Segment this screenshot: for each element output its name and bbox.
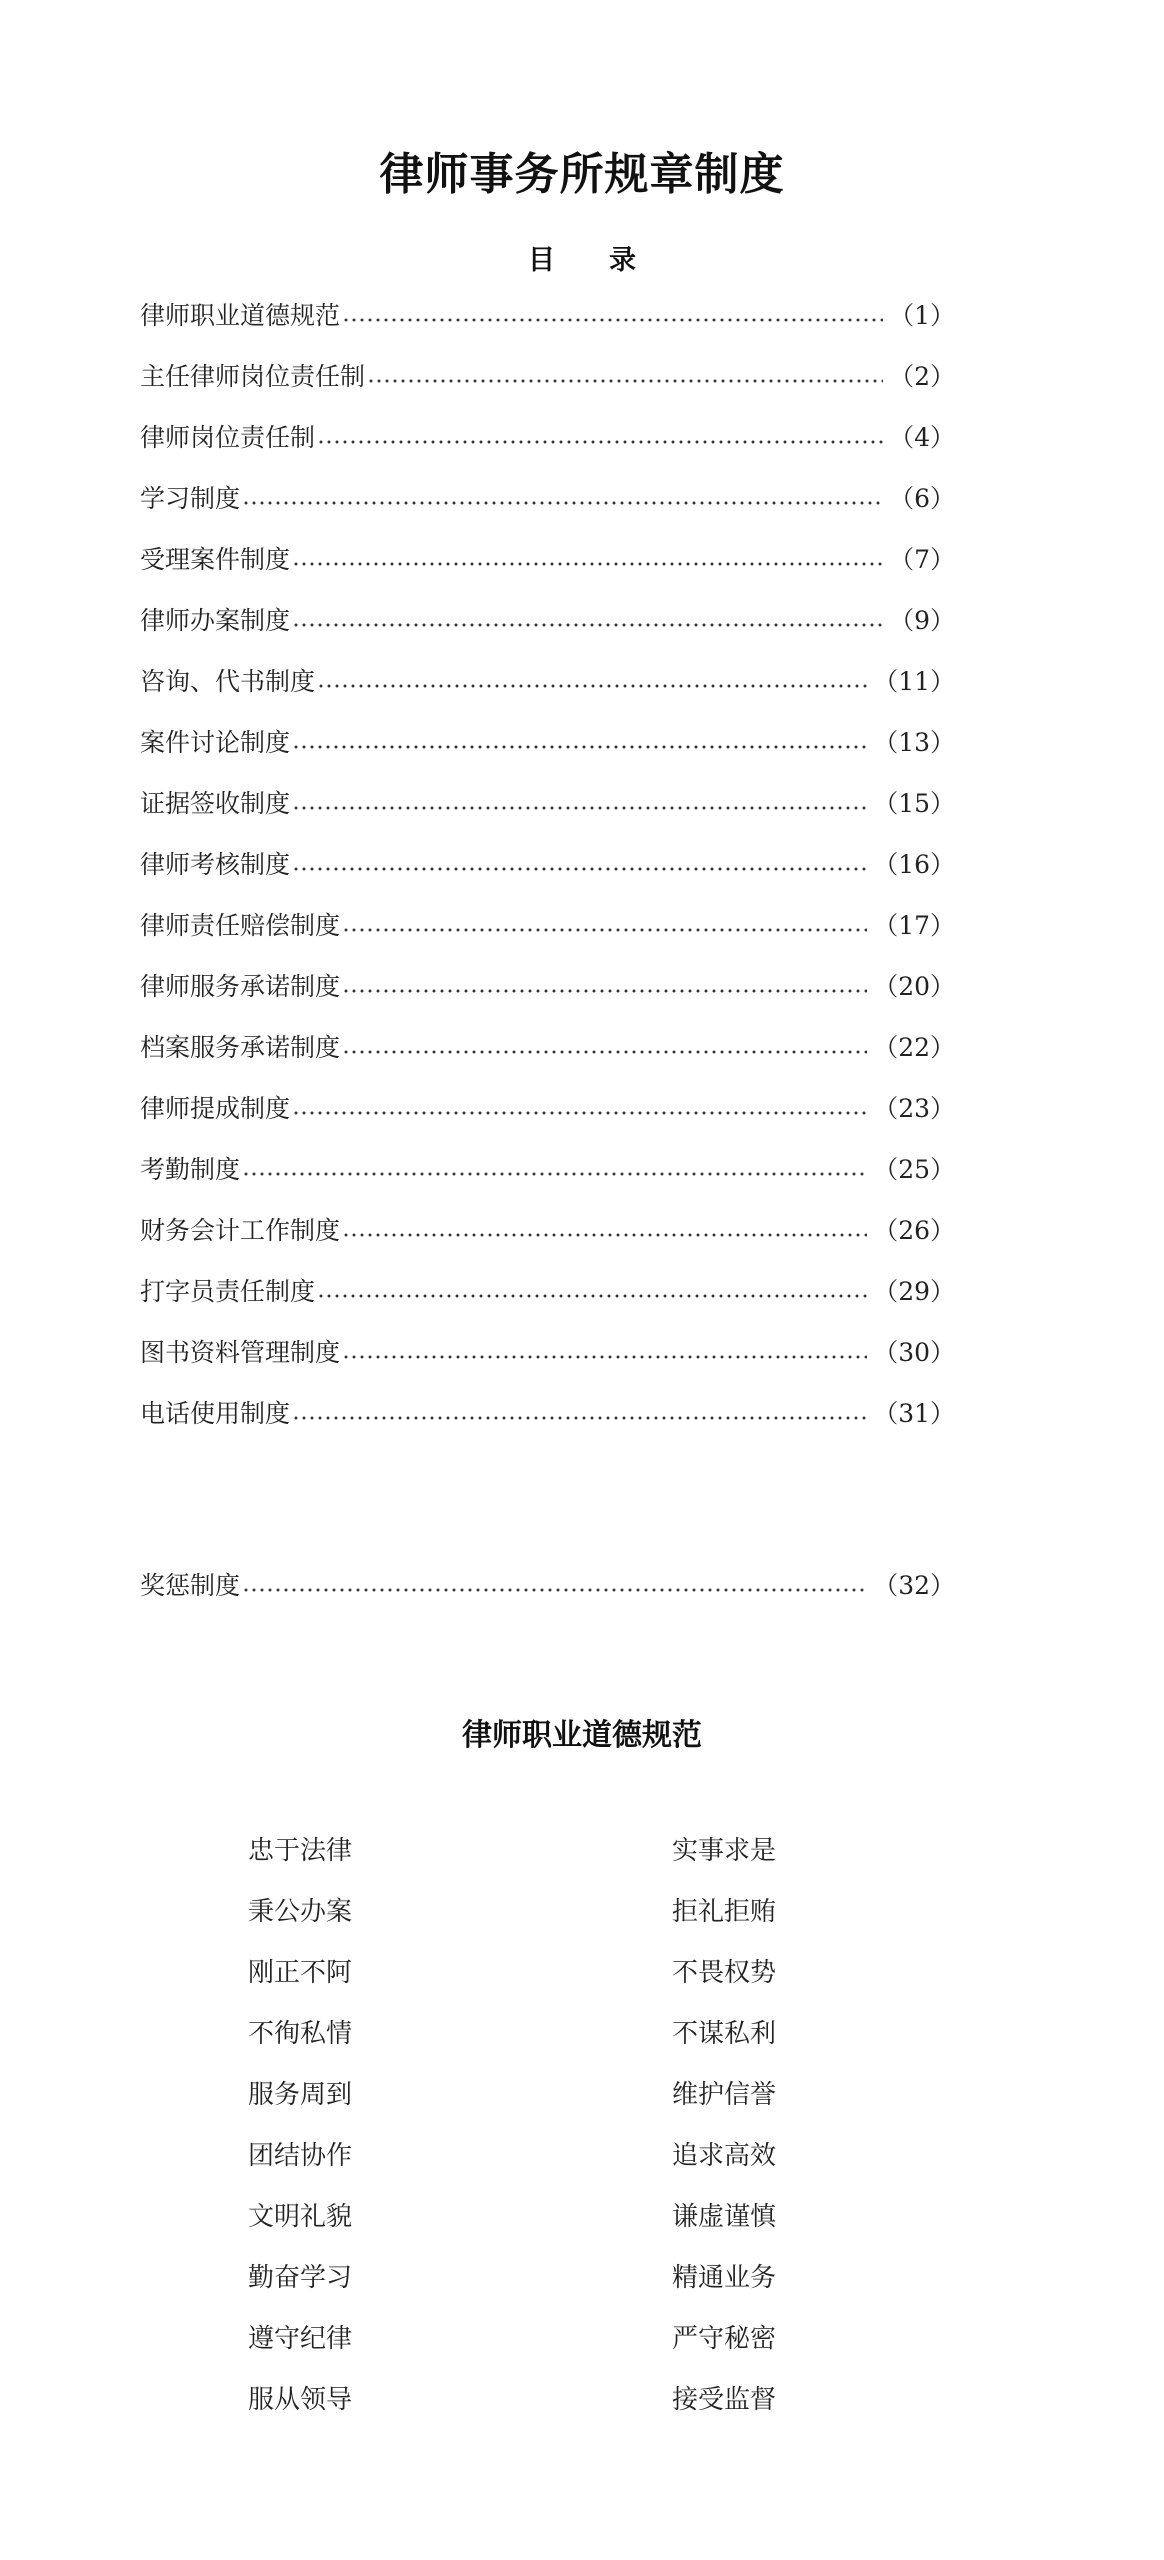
- toc-entry-page: （11）: [873, 667, 955, 696]
- toc-leader-dots: [342, 989, 867, 993]
- ethics-item-left: 文明礼貌: [248, 2202, 353, 2232]
- toc-entry[interactable]: [140, 1272, 955, 1312]
- toc-entry-page: （2）: [889, 362, 955, 391]
- ethics-row: [0, 1831, 1164, 1871]
- ethics-item-right: 维护信誉: [672, 2080, 777, 2110]
- toc-entry[interactable]: [140, 540, 955, 580]
- toc-entry-page: （13）: [873, 728, 955, 757]
- toc-leader-dots: [292, 806, 867, 810]
- ethics-row: [0, 2014, 1164, 2054]
- toc-entry-label: 证据签收制度: [140, 789, 291, 818]
- ethics-row: [0, 1892, 1164, 1932]
- toc-entry-page: （23）: [873, 1094, 955, 1123]
- toc-entry-page: （17）: [873, 911, 955, 940]
- toc-entry-label: 律师考核制度: [140, 850, 291, 879]
- toc-entry-label: 学习制度: [140, 484, 241, 513]
- toc-leader-dots: [342, 928, 867, 932]
- toc-entry-page: （26）: [873, 1216, 955, 1245]
- toc-leader-dots: [292, 1416, 867, 1420]
- ethics-item-left: 服务周到: [248, 2080, 353, 2110]
- toc-heading: 目录: [528, 245, 690, 276]
- ethics-row: [0, 2136, 1164, 2176]
- ethics-row: [0, 1953, 1164, 1993]
- toc-entry[interactable]: [140, 296, 955, 336]
- toc-entry-label: 主任律师岗位责任制: [140, 362, 366, 391]
- toc-entry-page: （29）: [873, 1277, 955, 1306]
- ethics-item-right: 不谋私利: [672, 2019, 777, 2049]
- ethics-item-left: 刚正不阿: [248, 1958, 353, 1988]
- toc-entry[interactable]: [140, 845, 955, 885]
- ethics-item-right: 谦虚谨慎: [672, 2202, 777, 2232]
- toc-entry[interactable]: [140, 479, 955, 519]
- toc-entry-label: 奖惩制度: [140, 1571, 241, 1600]
- ethics-item-left: 秉公办案: [248, 1897, 353, 1927]
- toc-entry-label: 财务会计工作制度: [140, 1216, 341, 1245]
- toc-entry-page: （25）: [873, 1155, 955, 1184]
- ethics-item-right: 接受监督: [672, 2385, 777, 2415]
- toc-entry-label: 律师办案制度: [140, 606, 291, 635]
- toc-entry[interactable]: [140, 357, 955, 397]
- toc-entry-label: 律师提成制度: [140, 1094, 291, 1123]
- toc-entry-page: （16）: [873, 850, 955, 879]
- ethics-item-left: 不徇私情: [248, 2019, 353, 2049]
- toc-entry[interactable]: [140, 723, 955, 763]
- toc-leader-dots: [342, 1050, 867, 1054]
- ethics-row: [0, 2197, 1164, 2237]
- toc-leader-dots: [342, 1233, 867, 1237]
- toc-entry-label: 律师岗位责任制: [140, 423, 316, 452]
- toc-entry-label: 考勤制度: [140, 1155, 241, 1184]
- toc-leader-dots: [242, 1588, 867, 1592]
- toc-entry-page: （1）: [889, 301, 955, 330]
- toc-entry-page: （31）: [873, 1399, 955, 1428]
- toc-entry-page: （9）: [889, 606, 955, 635]
- ethics-item-right: 追求高效: [672, 2141, 777, 2171]
- document-title: 律师事务所规章制度: [379, 149, 785, 200]
- toc-entry-label: 律师责任赔偿制度: [140, 911, 341, 940]
- ethics-item-left: 勤奋学习: [248, 2263, 353, 2293]
- toc-entry-page: （32）: [873, 1571, 955, 1600]
- toc-entry[interactable]: [140, 967, 955, 1007]
- toc-entry-page: （20）: [873, 972, 955, 1001]
- toc-leader-dots: [292, 623, 883, 627]
- ethics-row: [0, 2380, 1164, 2420]
- toc-entry-label: 律师服务承诺制度: [140, 972, 341, 1001]
- toc-entry[interactable]: [140, 1028, 955, 1068]
- toc-entry-label: 律师职业道德规范: [140, 301, 341, 330]
- toc-entry-label: 打字员责任制度: [140, 1277, 316, 1306]
- toc-entry[interactable]: [140, 1394, 955, 1434]
- ethics-row: [0, 2075, 1164, 2115]
- toc-entry[interactable]: [140, 1150, 955, 1190]
- toc-entry[interactable]: [140, 1089, 955, 1129]
- toc-leader-dots: [242, 1172, 867, 1176]
- toc-leader-dots: [292, 562, 883, 566]
- toc-leader-dots: [317, 440, 883, 444]
- toc-leader-dots: [342, 318, 883, 322]
- toc-leader-dots: [342, 1355, 867, 1359]
- toc-entry[interactable]: [140, 662, 955, 702]
- toc-entry-label: 电话使用制度: [140, 1399, 291, 1428]
- toc-entry[interactable]: [140, 418, 955, 458]
- ethics-item-right: 严守秘密: [672, 2324, 777, 2354]
- toc-entry-page: （4）: [889, 423, 955, 452]
- toc-entry[interactable]: [140, 784, 955, 824]
- toc-entry-page: （7）: [889, 545, 955, 574]
- ethics-row: [0, 2319, 1164, 2359]
- ethics-item-left: 忠于法律: [248, 1836, 353, 1866]
- toc-entry-label: 受理案件制度: [140, 545, 291, 574]
- toc-entry[interactable]: [140, 1211, 955, 1251]
- toc-entry-page: （30）: [873, 1338, 955, 1367]
- toc-leader-dots: [317, 1294, 867, 1298]
- toc-leader-dots: [292, 1111, 867, 1115]
- toc-leader-dots: [317, 684, 867, 688]
- ethics-item-right: 精通业务: [672, 2263, 777, 2293]
- toc-entry-page: （6）: [889, 484, 955, 513]
- toc-entry[interactable]: [140, 1566, 955, 1606]
- toc-leader-dots: [242, 501, 883, 505]
- toc-entry[interactable]: [140, 906, 955, 946]
- ethics-section-title: 律师职业道德规范: [462, 1718, 702, 1753]
- toc-entry-label: 咨询、代书制度: [140, 667, 316, 696]
- toc-entry-label: 档案服务承诺制度: [140, 1033, 341, 1062]
- ethics-item-right: 实事求是: [672, 1836, 777, 1866]
- ethics-item-right: 不畏权势: [672, 1958, 777, 1988]
- toc-leader-dots: [292, 867, 867, 871]
- toc-entry-label: 图书资料管理制度: [140, 1338, 341, 1367]
- toc-entry-label: 案件讨论制度: [140, 728, 291, 757]
- toc-entry-page: （15）: [873, 789, 955, 818]
- toc-leader-dots: [367, 379, 883, 383]
- toc-entry-page: （22）: [873, 1033, 955, 1062]
- ethics-item-left: 团结协作: [248, 2141, 353, 2171]
- ethics-item-left: 服从领导: [248, 2385, 353, 2415]
- toc-entry[interactable]: [140, 1333, 955, 1373]
- toc-entry[interactable]: [140, 601, 955, 641]
- ethics-item-left: 遵守纪律: [248, 2324, 353, 2354]
- toc-leader-dots: [292, 745, 867, 749]
- ethics-item-right: 拒礼拒贿: [672, 1897, 777, 1927]
- ethics-row: [0, 2258, 1164, 2298]
